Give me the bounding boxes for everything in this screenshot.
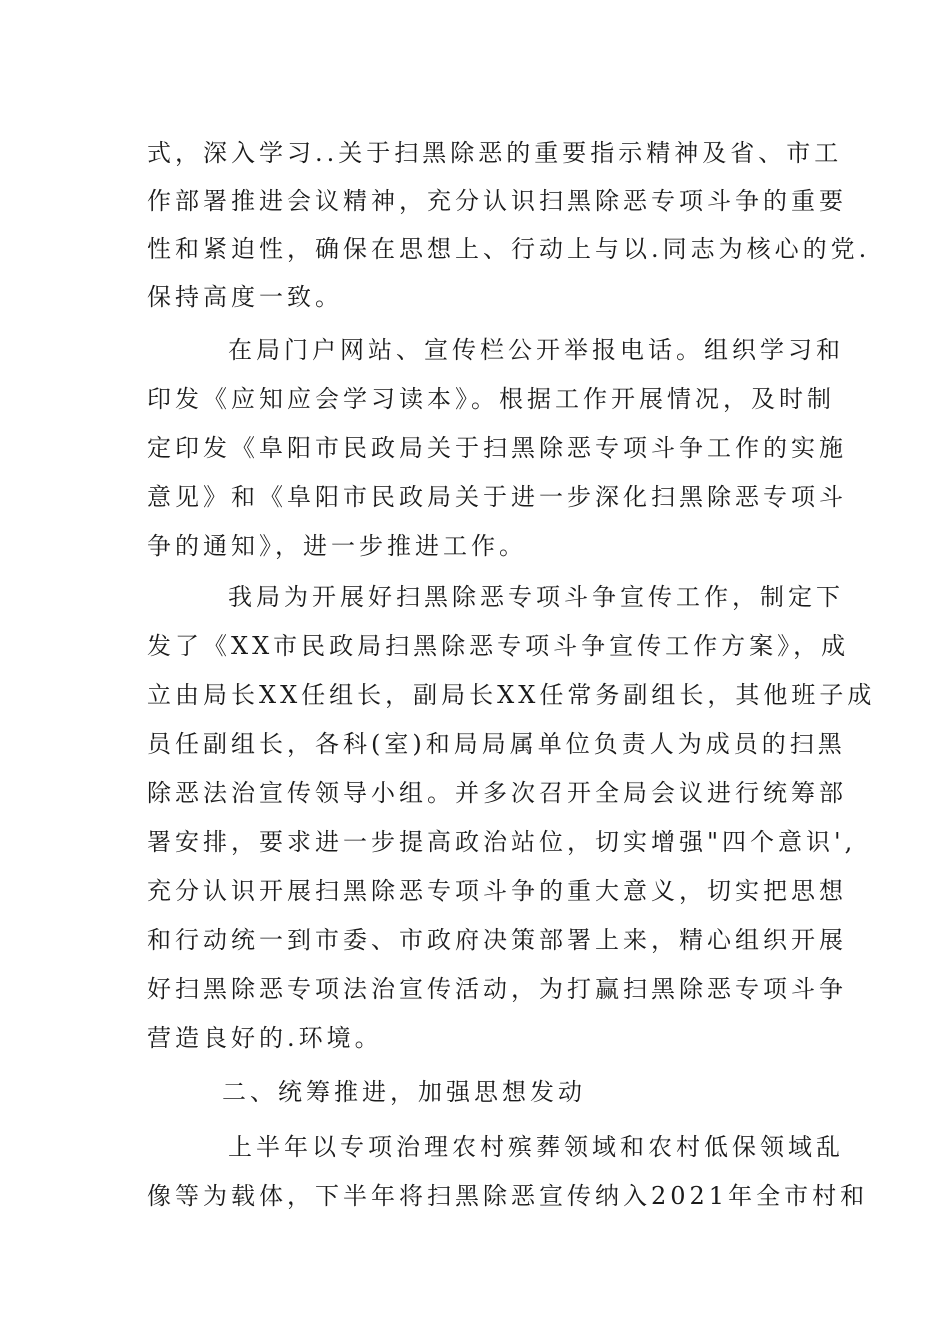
section-heading: 二、统筹推进，加强思想发动	[222, 1078, 586, 1106]
text-line: 营造良好的.环境。	[147, 1024, 383, 1052]
text-line: 定印发《阜阳市民政局关于扫黑除恶专项斗争工作的实施	[147, 434, 847, 462]
text-line: 保持高度一致。	[147, 283, 343, 311]
text-line: 印发《应知应会学习读本》。根据工作开展情况，及时制	[147, 385, 835, 413]
text-line: 争的通知》，进一步推进工作。	[147, 532, 527, 560]
text-line: 员任副组长，各科(室)和局局属单位负责人为成员的扫黑	[147, 730, 846, 758]
text-line: 意见》和《阜阳市民政局关于进一步深化扫黑除恶专项斗	[147, 483, 847, 511]
text-line: 立由局长XX任组长，副局长XX任常务副组长，其他班子成	[147, 681, 876, 709]
text-line: 和行动统一到市委、市政府决策部署上来，精心组织开展	[147, 926, 847, 954]
text-line: 署安排，要求进一步提高政治站位，切实增强"四个意识',	[147, 828, 857, 856]
text-line: 除恶法治宣传领导小组。并多次召开全局会议进行统筹部	[147, 779, 847, 807]
text-line: 性和紧迫性，确保在思想上、行动上与以.同志为核心的党.	[147, 235, 871, 263]
text-line: 好扫黑除恶专项法治宣传活动，为打赢扫黑除恶专项斗争	[147, 975, 847, 1003]
text-line: 充分认识开展扫黑除恶专项斗争的重大意义，切实把思想	[147, 877, 847, 905]
text-line: 在局门户网站、宣传栏公开举报电话。组织学习和	[228, 336, 844, 364]
text-line: 上半年以专项治理农村殡葬领域和农村低保领域乱	[228, 1133, 844, 1161]
text-line: 式，深入学习..关于扫黑除恶的重要指示精神及省、市工	[147, 139, 843, 167]
text-line: 像等为载体，下半年将扫黑除恶宣传纳入2021年全市村和	[147, 1182, 869, 1210]
text-line: 作部署推进会议精神，充分认识扫黑除恶专项斗争的重要	[147, 187, 847, 215]
text-line: 我局为开展好扫黑除恶专项斗争宣传工作，制定下	[228, 583, 844, 611]
text-line: 发了《XX市民政局扫黑除恶专项斗争宣传工作方案》，成	[147, 632, 850, 660]
